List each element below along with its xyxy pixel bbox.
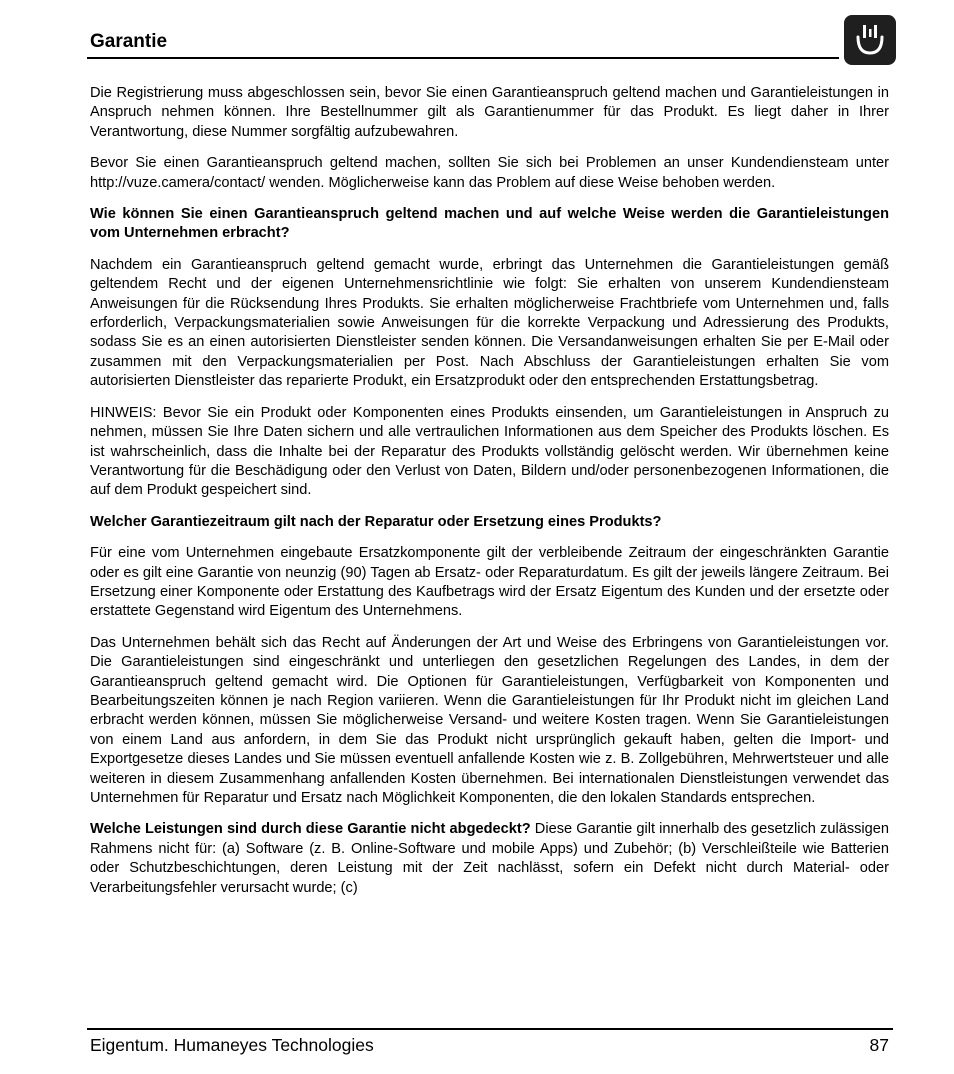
footer-copyright: Eigentum. Humaneyes Technologies	[90, 1035, 374, 1055]
paragraph-exclusions	[90, 820, 889, 898]
paragraph-service-changes: Das Unternehmen behält sich das Recht auf Änderungen der Art und Weise des Erbringens von Garantieleistungen vor. Die Garantieleistungen sind eingeschränkt und unterliegen den gesetzlichen Regelungen des Landes, in dem der Garantieanspruch geltend gemacht wird. Die Optionen für Garantieleistungen, Verfügbarkeit von Komponenten und Bearbeitungszeiten können je nach Region variieren. Wenn die Garantieleistungen für Ihr Produkt nicht im gleichen Land erbracht werden können, müssen Sie möglicherweise Versand- und weitere Kosten tragen. Wenn Sie Garantieleistungen von einem Land aus anfordern, in dem Sie das Produkt nicht ursprünglich gekauft haben, gelten die Import- und Exportgesetze dieses Landes und Sie müssen eventuell anfallende Kosten wie z. B. Zollgebühren, Mehrwertsteuer und alle weiteren in diesem Zusammenhang anfallenden Kosten übernehmen. Bei internationalen Dienstleistungen verwendet das Unternehmen für Reparatur und Ersatz nach Möglichkeit Komponenten, die den lokalen Standards entsprechen.	[90, 634, 889, 806]
paragraph-replacement-period: Für eine vom Unternehmen eingebaute Ersatzkomponente gilt der verbleibende Zeitraum der eingeschränkten Garantie oder es gilt eine Garantie von neunzig (90) Tagen ab Ersatz- oder Reparaturdatum. Es gilt der jeweils längere Zeitraum. Bei Ersetzung einer Komponente oder Erstattung des Kaufbetrags wird der Ersatz Eigentum des Kunden und der ersetzte oder erstattete Gegenstand wird Eigentum des Unternehmens.	[90, 545, 889, 620]
heading-exclusions: Welche Leistungen sind durch diese Garantie nicht abgedeckt?	[90, 821, 531, 838]
paragraph-contact-support	[90, 154, 889, 193]
page-title: Garantie	[90, 31, 168, 52]
contact-support-text: Bevor Sie einen Garantieanspruch geltend machen, sollten Sie sich bei Problemen an unser Kundendiensteam unter http://vuze.camera/contact/ wenden. Möglicherweise kann das Problem auf diese Weise behoben werden.	[90, 155, 889, 191]
page-header	[87, 30, 839, 59]
paragraph-warranty-process: Nachdem ein Garantieanspruch geltend gemacht wurde, erbringt das Unternehmen die Garantieleistungen gemäß geltendem Recht und der eigenen Unternehmensrichtlinie wie folgt: Sie erhalten von unserem Kundendiensteam Anweisungen für die Rücksendung Ihres Produkts. Sie erhalten möglicherweise Frachtbriefe vom Unternehmen und, falls erforderlich, Verpackungsmaterialien sowie Anweisungen für die korrekte Verpackung und Adressierung des Produkts, sodass Sie es an einen autorisierten Dienstleister senden können. Die Versandanweisungen erhalten Sie per E-Mail oder zusammen mit den Verpackungsmaterialien per Post. Nach Abschluss der Garantieleistungen erhalten Sie vom autorisierten Dienstleister das reparierte Produkt, ein Ersatzprodukt oder den entsprechenden Erstattungsbetrag.	[90, 256, 889, 390]
paragraph-registration: Die Registrierung muss abgeschlossen sein, bevor Sie einen Garantieanspruch geltend machen und Garantieleistungen in Anspruch nehmen können. Ihre Bestellnummer gilt als Garantienummer für das Produkt. Es liegt daher in Ihrer Verantwortung, diese Nummer sorgfältig aufzubewahren.	[90, 85, 889, 140]
exclusions-text: Diese Garantie gilt innerhalb des gesetzlich zulässigen Rahmens nicht für: (a) Software (z. B. Online-Software und mobile Apps) und Zubehör; (b) Verschleißteile wie Batterien oder Schutzbeschichtungen, deren Leistung mit der Zeit nachlässt, sofern ein Defekt nicht durch Material- oder Verarbeitungsfehler verursacht wurde; (c)	[90, 821, 890, 896]
footer-divider	[87, 1028, 893, 1030]
paragraph-note: HINWEIS: Bevor Sie ein Produkt oder Komponenten eines Produkts einsenden, um Garantieleistungen in Anspruch zu nehmen, müssen Sie Ihre Daten sichern und alle vertraulichen Informationen aus dem Speicher des Produkts löschen. Es ist wahrscheinlich, dass die Inhalte bei der Reparatur des Produkts vollständig gelöscht werden. Wir übernehmen keine Verantwortung für die Beschädigung oder den Verlust von Daten, Bildern und/oder personenbezogenen Informationen, die auf dem Produkt gespeichert sind.	[90, 404, 889, 499]
heading-warranty-period: Welcher Garantiezeitraum gilt nach der Reparatur oder Ersetzung eines Produkts?	[90, 513, 662, 530]
vuze-logo-icon	[844, 15, 896, 65]
document-body	[90, 84, 889, 910]
heading-warranty-claim: Wie können Sie einen Garantieanspruch geltend machen und auf welche Weise werden die Garantieleistungen vom Unternehmen erbracht?	[90, 206, 889, 242]
page-number: 87	[869, 1035, 889, 1055]
